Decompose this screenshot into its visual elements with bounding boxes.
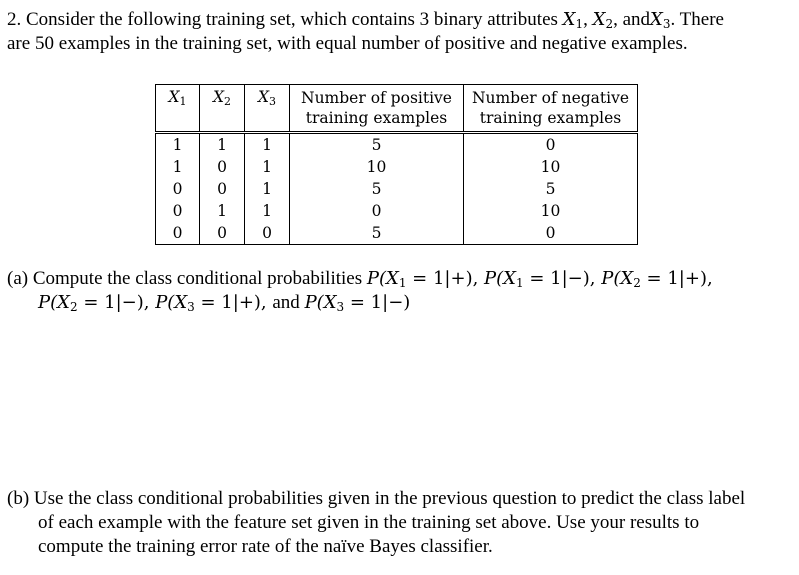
header-x1: $X_1$ — [156, 85, 200, 133]
part-a-label: (a) Compute the class conditional probabilities — [7, 268, 367, 289]
cell-x1: 0 — [156, 200, 200, 222]
prob-x1-pos: $P(X_1 = 1|+)$, — [366, 268, 485, 290]
table-row — [156, 156, 638, 178]
cell-x2: 0 — [200, 156, 245, 178]
cell-positive: 0 — [290, 200, 464, 222]
part-a — [7, 267, 713, 291]
header-x3: $X_3$ — [245, 85, 290, 133]
attr-x2: $X_2$ — [592, 9, 614, 31]
cell-x2: 0 — [200, 178, 245, 200]
table-row — [156, 222, 638, 245]
cell-x1: 0 — [156, 222, 200, 245]
training-set-table — [155, 84, 638, 245]
header-x2: $X_2$ — [200, 85, 245, 133]
prob-x2-pos: $P(X_2 = 1|+)$, — [601, 268, 713, 290]
part-b-line-2: of each example with the feature set given in the training set above. Use your results to — [38, 512, 700, 533]
cell-x3: 0 — [245, 222, 290, 245]
cell-x2: 1 — [200, 133, 245, 157]
header-positive: Number of positive training examples — [290, 85, 464, 133]
and-text: and — [272, 292, 305, 313]
cell-x1: 1 — [156, 133, 200, 157]
cell-negative: 5 — [464, 178, 638, 200]
question-line-2: are 50 examples in the training set, with equal number of positive and negative examples. — [7, 33, 688, 54]
cell-x3: 1 — [245, 133, 290, 157]
prob-x3-pos: $P(X_3 = 1|+)$, — [155, 292, 273, 314]
cell-negative: 10 — [464, 200, 638, 222]
attr-x3: $X_3$ — [650, 9, 671, 31]
attr-x1: $X_1$ — [562, 9, 584, 31]
cell-negative: 0 — [464, 222, 638, 245]
cell-positive: 5 — [290, 178, 464, 200]
prob-x2-neg: $P(X_2 = 1|-)$, — [38, 292, 156, 314]
cell-x1: 0 — [156, 178, 200, 200]
cell-x3: 1 — [245, 200, 290, 222]
table-row — [156, 133, 638, 157]
table-row — [156, 178, 638, 200]
part-b-line-1: (b) Use the class conditional probabilities given in the previous question to predict the class label — [7, 488, 746, 509]
table-header-row — [156, 85, 638, 133]
question-intro: 2. Consider the following training set, which contains 3 binary attributes $X_1$, $X_2$, andX$_3$. There — [7, 9, 724, 31]
cell-x2: 0 — [200, 222, 245, 245]
cell-x3: 1 — [245, 156, 290, 178]
prob-x3-neg: $P(X_3 = 1|-)$ — [304, 292, 411, 314]
cell-positive: 10 — [290, 156, 464, 178]
cell-x1: 1 — [156, 156, 200, 178]
cell-positive: 5 — [290, 133, 464, 157]
table-row — [156, 200, 638, 222]
prob-x1-neg: $P(X_1 = 1|-)$, — [484, 268, 602, 290]
cell-x2: 1 — [200, 200, 245, 222]
part-b-line-3: compute the training error rate of the naïve Bayes classifier. — [38, 536, 493, 557]
cell-positive: 5 — [290, 222, 464, 245]
cell-x3: 1 — [245, 178, 290, 200]
cell-negative: 10 — [464, 156, 638, 178]
cell-negative: 0 — [464, 133, 638, 157]
question-prefix: 2. Consider the following training set, which contains 3 binary attributes — [7, 9, 563, 30]
part-a-line-2 — [38, 291, 410, 315]
header-negative: Number of negative training examples — [464, 85, 638, 133]
